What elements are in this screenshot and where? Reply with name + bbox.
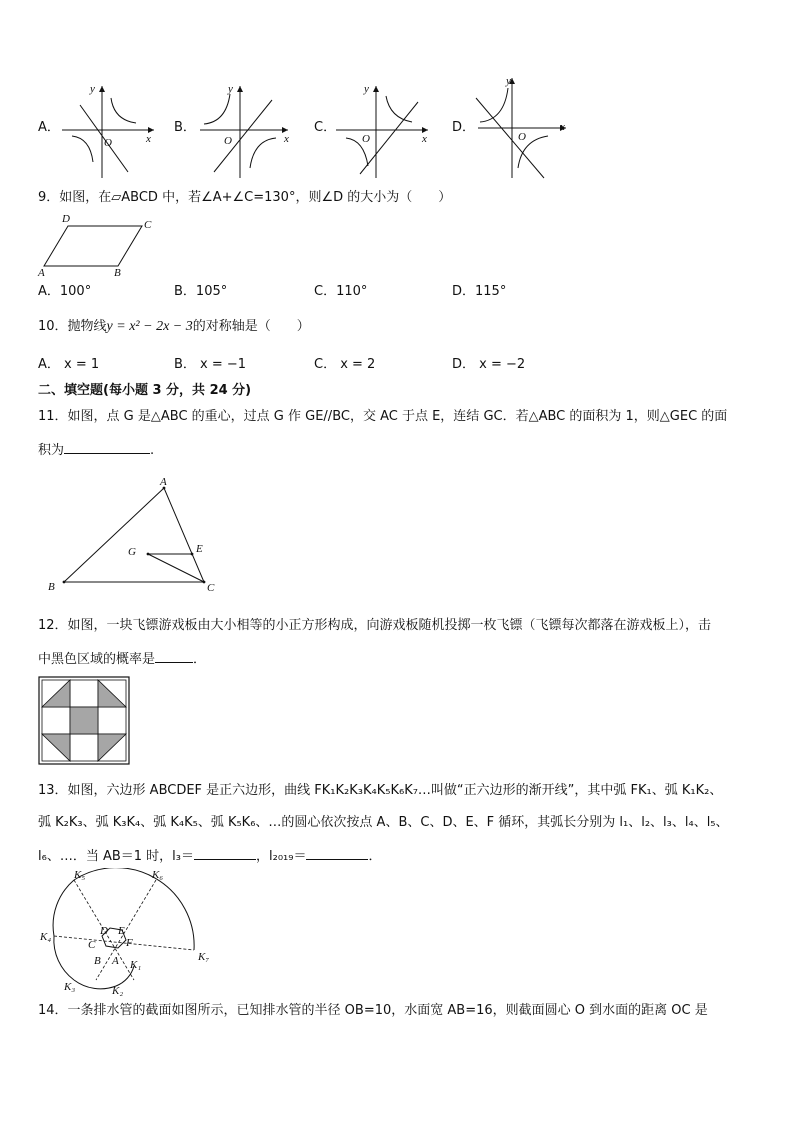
q11-line2-end: . xyxy=(150,443,155,458)
q12-answer-blank xyxy=(155,650,193,663)
svg-text:C: C xyxy=(88,939,96,951)
svg-text:K₅: K₅ xyxy=(74,869,86,881)
q9-option-a: A．100° xyxy=(38,284,92,299)
q9-stem: 9．如图，在▱ABCD 中，若∠A+∠C=130°，则∠D 的大小为（ ） xyxy=(38,190,452,205)
q8-option-a-label: A． xyxy=(38,120,60,135)
q9-parallelogram-figure xyxy=(36,212,166,278)
q8-option-c-label: C． xyxy=(314,120,337,135)
q13-line3-b: ，l₂₀₁₉＝ xyxy=(256,849,307,864)
svg-text:K₇: K₇ xyxy=(198,951,210,963)
q12-line2-end: ． xyxy=(193,652,207,667)
q8-option-c-graph xyxy=(332,80,436,180)
svg-text:x: x xyxy=(284,133,289,145)
q8-option-d-label: D． xyxy=(452,120,476,135)
q10-stem xyxy=(38,319,310,335)
q8-option-b-graph xyxy=(196,80,296,180)
svg-text:K₄: K₄ xyxy=(40,931,52,943)
q13-line3 xyxy=(38,847,381,865)
q10-option-a: A． x = 1 xyxy=(38,357,100,372)
q8-option-d-graph xyxy=(470,72,574,182)
svg-text:y: y xyxy=(228,83,233,95)
svg-text:y: y xyxy=(506,75,511,87)
svg-text:D: D xyxy=(100,925,108,937)
q10-stem-suffix: 的对称轴是（ ） xyxy=(192,319,310,334)
svg-text:K₃: K₃ xyxy=(64,981,76,993)
q13-line3-c: ． xyxy=(368,849,382,864)
q9-option-d: D．115° xyxy=(452,284,507,299)
q13-blank-l2019 xyxy=(306,847,368,860)
q12-dartboard-figure xyxy=(38,676,132,766)
svg-text:K₆: K₆ xyxy=(152,869,164,881)
svg-text:C: C xyxy=(207,582,215,594)
svg-text:B: B xyxy=(114,267,121,278)
q9-option-c: C．110° xyxy=(314,284,368,299)
q11-line2-text: 积为 xyxy=(38,443,65,458)
q10-stem-prefix: 10．抛物线 xyxy=(38,319,107,334)
q12-line2-text: 中黑色区域的概率是 xyxy=(38,652,156,667)
q10-option-c: C． x = 2 xyxy=(314,357,376,372)
svg-text:O: O xyxy=(104,137,112,149)
q12-line1: 12．如图，一块飞镖游戏板由大小相等的小正方形构成，向游戏板随机投掷一枚飞镖（飞镖每次都落在游戏板上），击 xyxy=(38,618,712,633)
q11-line2 xyxy=(38,441,154,459)
q13-line1: 13．如图，六边形 ABCDEF 是正六边形，曲线 FK₁K₂K₃K₄K₅K₆K₇…叫做“正六边形的渐开线”，其中弧 FK₁、弧 K₁K₂、 xyxy=(38,783,723,798)
svg-text:B: B xyxy=(94,955,101,967)
q8-option-b-label: B． xyxy=(174,120,196,135)
svg-text:K₂: K₂ xyxy=(112,985,124,996)
svg-text:B: B xyxy=(48,581,55,593)
svg-text:F: F xyxy=(126,937,133,949)
svg-text:x: x xyxy=(560,121,565,133)
svg-text:O: O xyxy=(362,133,370,145)
svg-text:C: C xyxy=(144,219,152,231)
q8-option-a-graph xyxy=(58,80,158,180)
svg-text:A: A xyxy=(160,476,167,488)
svg-text:y: y xyxy=(364,83,369,95)
svg-text:x: x xyxy=(146,133,151,145)
svg-text:O: O xyxy=(518,131,526,143)
section-heading: 二、填空题(每小题 3 分，共 24 分) xyxy=(38,383,252,398)
q11-answer-blank xyxy=(64,441,150,454)
q10-formula: y = x² − 2x − 3 xyxy=(106,319,193,334)
q10-option-b: B． x = −1 xyxy=(174,357,247,372)
q13-line2: 弧 K₂K₃、弧 K₃K₄、弧 K₄K₅、弧 K₅K₆、…的圆心依次按点 A、B、C、D、E、F 循环，其弧长分别为 l₁、l₂、l₃、l₄、l₅、 xyxy=(38,815,729,830)
q13-line3-a: l₆、…．当 AB＝1 时，l₃＝ xyxy=(38,849,194,864)
q10-option-d: D． x = −2 xyxy=(452,357,526,372)
q14-line1: 14．一条排水管的截面如图所示，已知排水管的半径 OB=10，水面宽 AB=16，则截面圆心 O 到水面的距离 OC 是 xyxy=(38,1003,708,1018)
q11-line1: 11．如图，点 G 是△ABC 的重心，过点 G 作 GE//BC，交 AC 于点 E，连结 GC．若△ABC 的面积为 1，则△GEC 的面 xyxy=(38,409,728,424)
svg-text:A: A xyxy=(38,267,45,278)
svg-text:A: A xyxy=(112,955,119,967)
svg-text:x: x xyxy=(422,133,427,145)
q13-blank-l3 xyxy=(194,847,256,860)
svg-text:E: E xyxy=(118,925,125,937)
q9-option-b: B．105° xyxy=(174,284,228,299)
svg-text:K₁: K₁ xyxy=(130,959,142,971)
svg-text:D: D xyxy=(62,213,70,225)
svg-text:y: y xyxy=(90,83,95,95)
q13-involute-figure xyxy=(38,868,222,996)
q12-line2 xyxy=(38,650,206,668)
svg-text:E: E xyxy=(196,543,203,555)
svg-text:G: G xyxy=(128,546,136,558)
svg-text:O: O xyxy=(224,135,232,147)
q11-triangle-figure xyxy=(40,472,230,596)
